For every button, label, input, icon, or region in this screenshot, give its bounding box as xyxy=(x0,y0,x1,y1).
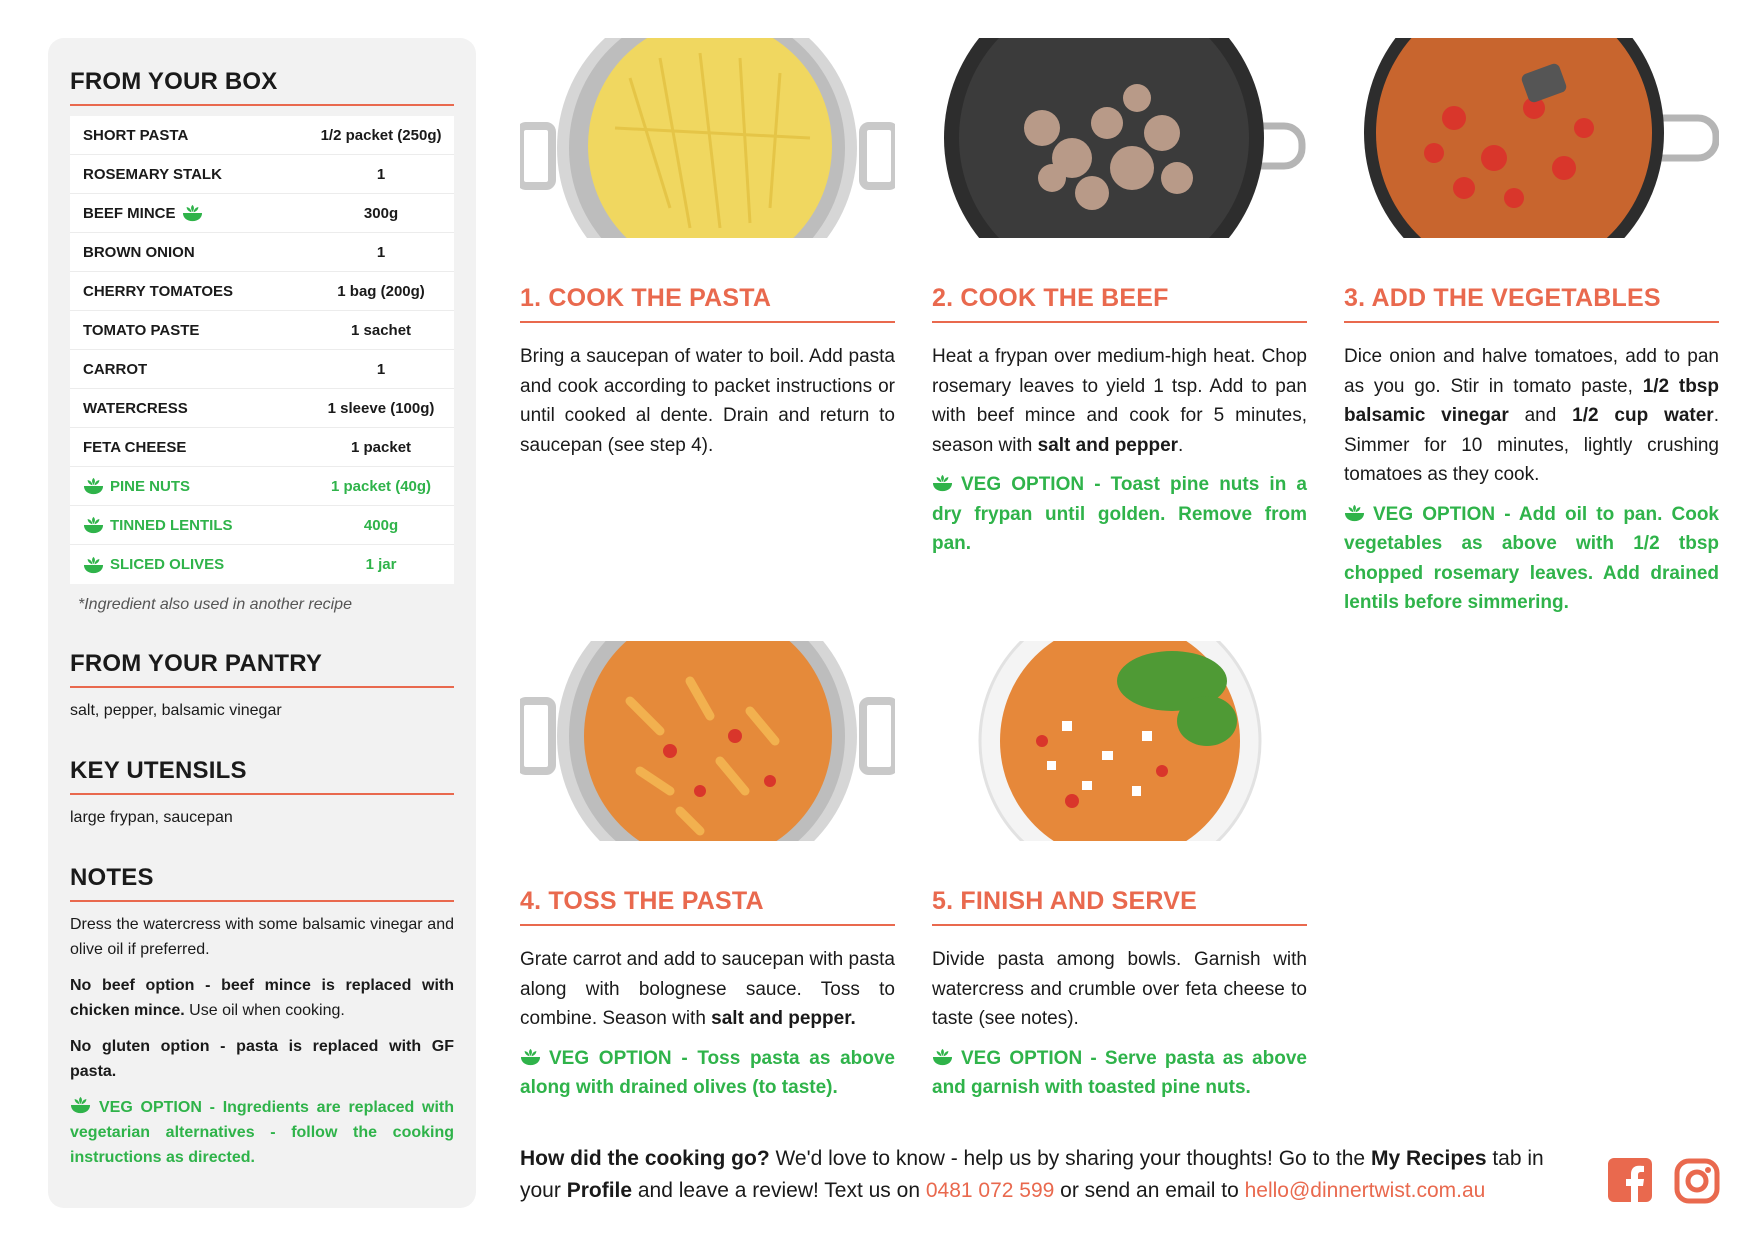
step-3-photo xyxy=(1344,38,1719,248)
facebook-icon[interactable] xyxy=(1608,1158,1652,1202)
step-2 xyxy=(932,38,1307,559)
note-no-beef-bold: No beef option - beef mince is replaced with chicken mince. xyxy=(70,977,454,1019)
phone-link[interactable]: 0481 072 599 xyxy=(925,1178,1055,1202)
step-3-title: 3. ADD THE VEGETABLES xyxy=(1344,284,1719,323)
step-3-veg-text: VEG OPTION - Add oil to pan. Cook vegetables as above with 1/2 tbsp chopped rosemary leaves. Add drained lentils before simmering. xyxy=(1344,503,1719,613)
pantry-section xyxy=(70,650,454,723)
pantry-text: salt, pepper, balsamic vinegar xyxy=(70,702,282,719)
step-1-body: Bring a saucepan of water to boil. Add pasta and cook according to packet instructions or until cooked al dente. Drain and return to saucepan (see step 4). xyxy=(520,346,895,456)
from-your-box-heading: FROM YOUR BOX xyxy=(70,68,454,106)
ingredient-name-text: SHORT PASTA xyxy=(83,126,189,144)
ingredient-name xyxy=(70,127,308,144)
veg-bowl-icon xyxy=(83,516,104,534)
step-3-veg-option xyxy=(1344,500,1719,618)
step-2-title: 2. COOK THE BEEF xyxy=(932,284,1307,323)
ingredient-name-text: FETA CHEESE xyxy=(83,438,187,456)
ingredient-name xyxy=(70,283,308,300)
ingredient-quantity: 1 bag (200g) xyxy=(337,282,425,300)
ingredient-row xyxy=(70,428,454,467)
ingredient-quantity: 1 xyxy=(376,360,386,378)
ingredient-name-text: BROWN ONION xyxy=(83,243,195,261)
step-5-veg-text: VEG OPTION - Serve pasta as above and garnish with toasted pine nuts. xyxy=(932,1047,1307,1098)
step-4-photo xyxy=(520,641,895,851)
veg-bowl-icon xyxy=(70,1096,91,1114)
ingredient-name-text: WATERCRESS xyxy=(83,399,188,417)
step-2-body xyxy=(932,342,1307,460)
ingredient-name-text: ROSEMARY STALK xyxy=(83,165,222,183)
note-no-beef xyxy=(70,973,454,1023)
ingredient-name xyxy=(70,439,308,456)
step-4 xyxy=(520,641,895,1103)
ingredient-row xyxy=(70,506,454,545)
email-link[interactable]: hello@dinnertwist.com.au xyxy=(1244,1178,1486,1202)
ingredient-quantity: 400g xyxy=(363,516,399,534)
ingredient-name xyxy=(70,400,308,417)
ingredient-name-text: CHERRY TOMATOES xyxy=(83,282,234,300)
step-4-veg-text: VEG OPTION - Toss pasta as above along with drained olives (to taste). xyxy=(520,1047,895,1098)
step-3-body-b: 1/2 tbsp balsamic vinegar xyxy=(1344,375,1719,426)
feedback-text-1: We'd love to know - help us by sharing your thoughts! Go to the xyxy=(769,1147,1371,1170)
ingredient-name-text: CARROT xyxy=(83,360,148,378)
ingredient-quantity: 1 packet xyxy=(351,438,412,456)
ingredient-name xyxy=(70,322,308,339)
step-4-body-b: salt and pepper. xyxy=(711,1008,856,1029)
step-3-body-d: 1/2 cup water xyxy=(1572,405,1714,426)
step-3-body-e: . Simmer for 10 minutes, lightly crushing tomatoes as they cook. xyxy=(1344,405,1719,485)
ingredient-name-text: TINNED LENTILS xyxy=(110,516,233,534)
ingredients-table xyxy=(70,116,454,584)
ingredients-panel xyxy=(48,38,476,1208)
ingredient-quantity: 1 xyxy=(376,165,386,183)
step-3-body-c: and xyxy=(1508,405,1573,426)
ingredient-row xyxy=(70,311,454,350)
step-4-veg-option xyxy=(520,1044,895,1103)
step-5 xyxy=(932,641,1307,1103)
veg-bowl-icon xyxy=(932,474,953,492)
veg-bowl-icon xyxy=(1344,504,1365,522)
step-2-veg-option xyxy=(932,470,1307,559)
notes-section xyxy=(70,864,454,1170)
veg-bowl-icon xyxy=(83,556,104,574)
note-veg-option xyxy=(70,1095,454,1170)
step-5-veg-option xyxy=(932,1044,1307,1103)
step-5-title: 5. FINISH AND SERVE xyxy=(932,887,1307,926)
step-3 xyxy=(1344,38,1719,618)
veg-bowl-icon xyxy=(83,477,104,495)
ingredient-name-text: PINE NUTS xyxy=(110,477,191,495)
step-4-body-a: Grate carrot and add to saucepan with pasta along with bolognese sauce. Toss to combine. Season with xyxy=(520,949,895,1029)
ingredient-name xyxy=(70,361,308,378)
utensils-section xyxy=(70,757,454,830)
ingredient-name xyxy=(70,166,308,183)
note-watercress: Dress the watercress with some balsamic vinegar and olive oil if preferred. xyxy=(70,916,454,958)
ingredient-name xyxy=(70,204,308,222)
ingredient-quantity: 1 sachet xyxy=(351,321,412,339)
ingredient-quantity: 1 sleeve (100g) xyxy=(327,399,435,417)
ingredient-name xyxy=(70,244,308,261)
step-5-photo xyxy=(932,641,1307,851)
note-no-beef-rest: Use oil when cooking. xyxy=(184,1002,345,1019)
profile-label: Profile xyxy=(566,1178,633,1202)
ingredient-quantity: 300g xyxy=(363,204,399,222)
utensils-text: large frypan, saucepan xyxy=(70,809,233,826)
ingredient-row xyxy=(70,233,454,272)
ingredient-name-text: TOMATO PASTE xyxy=(83,321,200,339)
ingredient-row xyxy=(70,272,454,311)
step-1 xyxy=(520,38,895,460)
veg-bowl-icon xyxy=(932,1048,953,1066)
instagram-icon[interactable] xyxy=(1674,1158,1720,1204)
ingredient-quantity: 1 packet (40g) xyxy=(331,477,432,495)
note-no-gluten xyxy=(70,1034,454,1084)
ingredient-row xyxy=(70,467,454,506)
notes-heading: NOTES xyxy=(70,864,454,902)
feedback-text-4: or send an email to xyxy=(1054,1178,1245,1202)
ingredient-row xyxy=(70,350,454,389)
step-4-body xyxy=(520,945,895,1034)
ingredient-name-text: BEEF MINCE xyxy=(83,204,176,222)
veg-bowl-icon xyxy=(520,1048,541,1066)
ingredient-quantity: 1 xyxy=(376,243,386,261)
step-2-photo xyxy=(932,38,1307,248)
step-2-body-a: Heat a frypan over medium-high heat. Chop rosemary leaves to yield 1 tsp. Add to pan with beef mince and cook for 5 minutes, season with xyxy=(932,346,1307,456)
step-2-body-c: . xyxy=(1178,434,1184,456)
step-3-body xyxy=(1344,342,1719,490)
ingredient-row xyxy=(70,545,454,584)
note-veg-text: VEG OPTION - Ingredients are replaced with vegetarian alternatives - follow the cooking instructions as directed. xyxy=(70,1099,454,1166)
step-1-title: 1. COOK THE PASTA xyxy=(520,284,895,323)
veg-bowl-icon xyxy=(182,204,203,222)
step-5-body: Divide pasta among bowls. Garnish with watercress and crumble over feta cheese to taste (see notes). xyxy=(932,949,1307,1029)
feedback-text-3: and leave a review! Text us on xyxy=(632,1178,926,1202)
ingredient-row xyxy=(70,116,454,155)
ingredient-row xyxy=(70,389,454,428)
step-2-body-b: salt and pepper xyxy=(1037,434,1179,456)
ingredient-footnote: *Ingredient also used in another recipe xyxy=(78,596,352,613)
ingredient-row xyxy=(70,155,454,194)
pantry-heading: FROM YOUR PANTRY xyxy=(70,650,454,688)
ingredient-quantity: 1 jar xyxy=(365,556,397,573)
ingredient-name xyxy=(70,477,308,495)
ingredient-name xyxy=(70,556,308,574)
ingredient-row xyxy=(70,194,454,233)
step-4-title: 4. TOSS THE PASTA xyxy=(520,887,895,926)
step-2-veg-text: VEG OPTION - Toast pine nuts in a dry frypan until golden. Remove from pan. xyxy=(932,474,1307,554)
ingredient-name xyxy=(70,516,308,534)
note-no-gluten-bold: No gluten option - pasta is replaced with GF pasta. xyxy=(70,1038,454,1080)
step-3-body-a: Dice onion and halve tomatoes, add to pan as you go. Stir in tomato paste, xyxy=(1344,346,1719,397)
my-recipes-label: My Recipes xyxy=(1370,1147,1487,1170)
step-1-photo xyxy=(520,38,895,248)
ingredient-quantity: 1/2 packet (250g) xyxy=(320,126,442,144)
feedback-question: How did the cooking go? xyxy=(520,1147,770,1170)
feedback-text-2: tab in your xyxy=(520,1147,1544,1202)
ingredient-name-text: SLICED OLIVES xyxy=(110,556,225,573)
utensils-heading: KEY UTENSILS xyxy=(70,757,454,795)
feedback-message xyxy=(520,1143,1580,1206)
